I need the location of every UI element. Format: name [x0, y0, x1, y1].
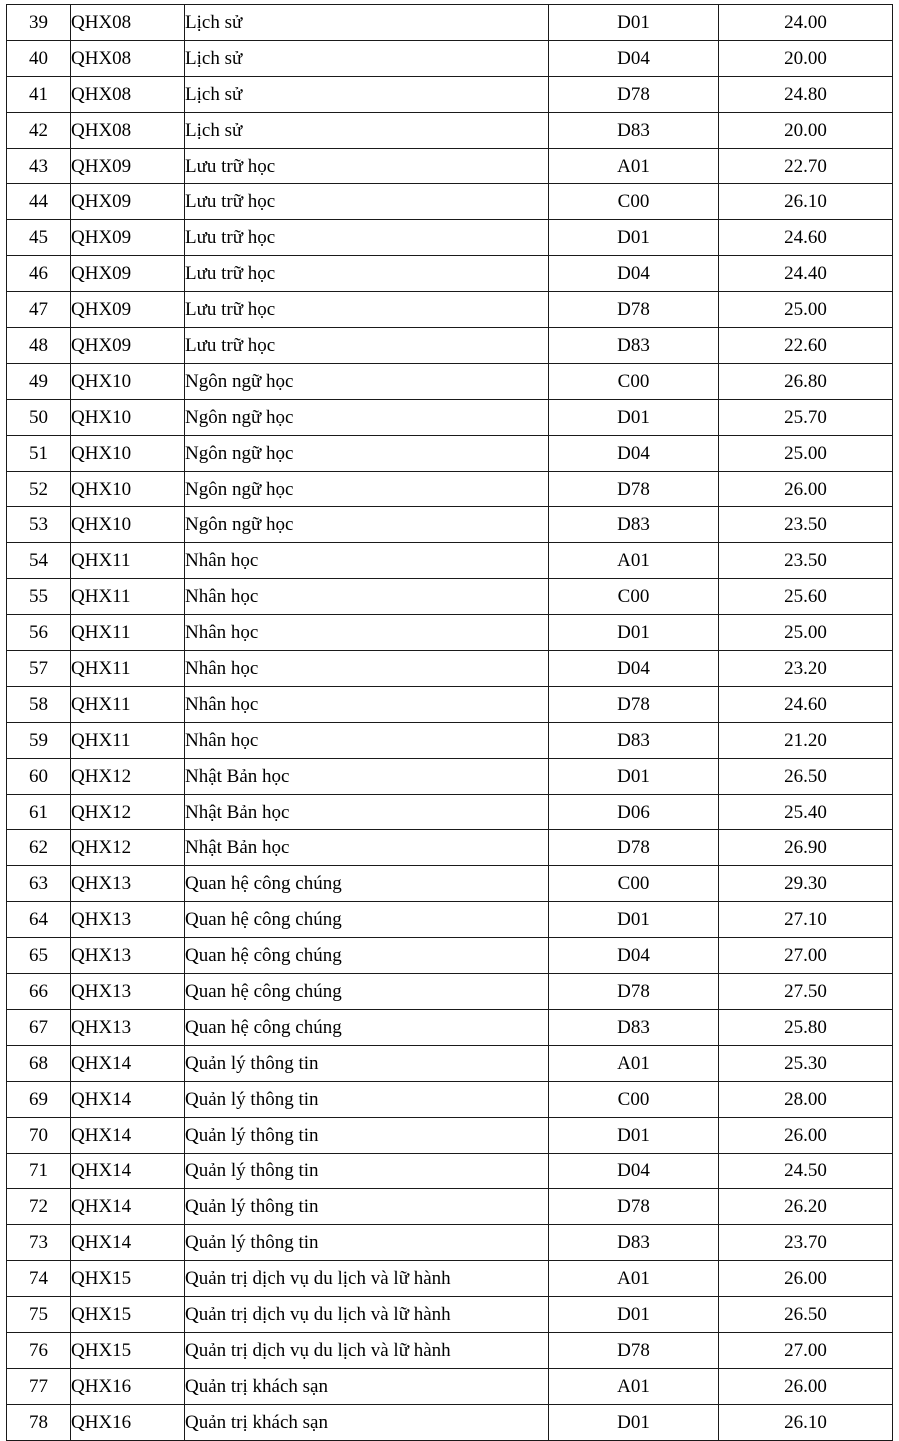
program-code-cell: QHX15 [71, 1261, 185, 1297]
subject-combo-cell: D01 [549, 220, 719, 256]
subject-combo-cell: D01 [549, 1404, 719, 1440]
subject-combo-cell: D78 [549, 1332, 719, 1368]
table-row [7, 5, 893, 41]
program-name-cell: Lưu trữ học [185, 148, 549, 184]
cutoff-score-cell: 25.00 [719, 435, 893, 471]
subject-combo-cell: D01 [549, 1117, 719, 1153]
cutoff-score-cell: 24.00 [719, 5, 893, 41]
cutoff-score-cell: 24.60 [719, 220, 893, 256]
subject-combo-cell: D04 [549, 938, 719, 974]
table-row [7, 1297, 893, 1333]
table-row [7, 292, 893, 328]
cutoff-score-cell: 21.20 [719, 722, 893, 758]
row-number-cell: 56 [7, 615, 71, 651]
table-row [7, 974, 893, 1010]
program-code-cell: QHX10 [71, 471, 185, 507]
table-row [7, 1368, 893, 1404]
table-row [7, 543, 893, 579]
row-number-cell: 49 [7, 363, 71, 399]
row-number-cell: 41 [7, 76, 71, 112]
program-name-cell: Quan hệ công chúng [185, 938, 549, 974]
program-name-cell: Nhân học [185, 686, 549, 722]
row-number-cell: 72 [7, 1189, 71, 1225]
cutoff-score-cell: 26.10 [719, 184, 893, 220]
subject-combo-cell: D78 [549, 471, 719, 507]
program-code-cell: QHX11 [71, 615, 185, 651]
program-code-cell: QHX14 [71, 1117, 185, 1153]
cutoff-score-cell: 24.60 [719, 686, 893, 722]
subject-combo-cell: D04 [549, 435, 719, 471]
row-number-cell: 70 [7, 1117, 71, 1153]
subject-combo-cell: D04 [549, 651, 719, 687]
table-row [7, 758, 893, 794]
subject-combo-cell: D04 [549, 1153, 719, 1189]
program-code-cell: QHX08 [71, 40, 185, 76]
table-row [7, 112, 893, 148]
program-name-cell: Lịch sử [185, 40, 549, 76]
program-name-cell: Quản lý thông tin [185, 1117, 549, 1153]
program-code-cell: QHX11 [71, 579, 185, 615]
table-row [7, 148, 893, 184]
cutoff-score-cell: 27.00 [719, 1332, 893, 1368]
row-number-cell: 48 [7, 328, 71, 364]
table-row [7, 1189, 893, 1225]
cutoff-score-cell: 24.80 [719, 76, 893, 112]
subject-combo-cell: C00 [549, 363, 719, 399]
program-name-cell: Lịch sử [185, 5, 549, 41]
table-row [7, 1009, 893, 1045]
row-number-cell: 45 [7, 220, 71, 256]
program-name-cell: Lưu trữ học [185, 184, 549, 220]
program-name-cell: Lưu trữ học [185, 292, 549, 328]
cutoff-score-cell: 26.00 [719, 1368, 893, 1404]
program-name-cell: Nhật Bản học [185, 794, 549, 830]
cutoff-score-cell: 25.00 [719, 615, 893, 651]
admission-score-table [6, 4, 893, 1441]
program-name-cell: Nhân học [185, 722, 549, 758]
cutoff-score-cell: 29.30 [719, 866, 893, 902]
subject-combo-cell: D78 [549, 76, 719, 112]
table-row [7, 399, 893, 435]
row-number-cell: 75 [7, 1297, 71, 1333]
cutoff-score-cell: 27.00 [719, 938, 893, 974]
program-code-cell: QHX08 [71, 76, 185, 112]
row-number-cell: 51 [7, 435, 71, 471]
cutoff-score-cell: 26.00 [719, 1261, 893, 1297]
program-name-cell: Quản trị khách sạn [185, 1404, 549, 1440]
program-code-cell: QHX14 [71, 1225, 185, 1261]
table-row [7, 507, 893, 543]
table-row [7, 1081, 893, 1117]
table-row [7, 256, 893, 292]
program-name-cell: Lưu trữ học [185, 256, 549, 292]
cutoff-score-cell: 26.20 [719, 1189, 893, 1225]
row-number-cell: 44 [7, 184, 71, 220]
program-code-cell: QHX09 [71, 328, 185, 364]
table-row [7, 435, 893, 471]
cutoff-score-cell: 26.50 [719, 758, 893, 794]
program-name-cell: Quản lý thông tin [185, 1081, 549, 1117]
program-name-cell: Nhật Bản học [185, 758, 549, 794]
row-number-cell: 67 [7, 1009, 71, 1045]
program-name-cell: Quản trị khách sạn [185, 1368, 549, 1404]
row-number-cell: 64 [7, 902, 71, 938]
cutoff-score-cell: 24.40 [719, 256, 893, 292]
program-name-cell: Lịch sử [185, 112, 549, 148]
table-row [7, 1153, 893, 1189]
row-number-cell: 57 [7, 651, 71, 687]
program-name-cell: Lịch sử [185, 76, 549, 112]
subject-combo-cell: D83 [549, 722, 719, 758]
cutoff-score-cell: 23.20 [719, 651, 893, 687]
row-number-cell: 60 [7, 758, 71, 794]
table-row [7, 902, 893, 938]
cutoff-score-cell: 25.60 [719, 579, 893, 615]
program-code-cell: QHX12 [71, 830, 185, 866]
cutoff-score-cell: 23.70 [719, 1225, 893, 1261]
program-code-cell: QHX10 [71, 399, 185, 435]
row-number-cell: 42 [7, 112, 71, 148]
subject-combo-cell: A01 [549, 148, 719, 184]
row-number-cell: 47 [7, 292, 71, 328]
cutoff-score-cell: 25.70 [719, 399, 893, 435]
table-row [7, 76, 893, 112]
cutoff-score-cell: 24.50 [719, 1153, 893, 1189]
program-code-cell: QHX14 [71, 1153, 185, 1189]
cutoff-score-cell: 26.50 [719, 1297, 893, 1333]
subject-combo-cell: A01 [549, 1045, 719, 1081]
program-code-cell: QHX13 [71, 938, 185, 974]
row-number-cell: 78 [7, 1404, 71, 1440]
subject-combo-cell: D78 [549, 974, 719, 1010]
table-row [7, 579, 893, 615]
program-name-cell: Quản trị dịch vụ du lịch và lữ hành [185, 1297, 549, 1333]
program-name-cell: Quan hệ công chúng [185, 902, 549, 938]
program-code-cell: QHX09 [71, 220, 185, 256]
subject-combo-cell: A01 [549, 1368, 719, 1404]
program-name-cell: Nhân học [185, 543, 549, 579]
table-row [7, 651, 893, 687]
cutoff-score-cell: 23.50 [719, 543, 893, 579]
program-code-cell: QHX09 [71, 148, 185, 184]
cutoff-score-cell: 22.60 [719, 328, 893, 364]
subject-combo-cell: C00 [549, 1081, 719, 1117]
program-code-cell: QHX13 [71, 902, 185, 938]
subject-combo-cell: D83 [549, 507, 719, 543]
program-code-cell: QHX14 [71, 1189, 185, 1225]
subject-combo-cell: D01 [549, 758, 719, 794]
cutoff-score-cell: 20.00 [719, 40, 893, 76]
program-name-cell: Quản lý thông tin [185, 1225, 549, 1261]
program-name-cell: Quản trị dịch vụ du lịch và lữ hành [185, 1332, 549, 1368]
program-name-cell: Ngôn ngữ học [185, 507, 549, 543]
row-number-cell: 63 [7, 866, 71, 902]
subject-combo-cell: D01 [549, 1297, 719, 1333]
table-row [7, 1261, 893, 1297]
program-name-cell: Quản lý thông tin [185, 1045, 549, 1081]
row-number-cell: 69 [7, 1081, 71, 1117]
cutoff-score-cell: 25.00 [719, 292, 893, 328]
program-code-cell: QHX11 [71, 543, 185, 579]
cutoff-score-cell: 28.00 [719, 1081, 893, 1117]
cutoff-score-cell: 26.80 [719, 363, 893, 399]
program-name-cell: Nhân học [185, 579, 549, 615]
subject-combo-cell: D06 [549, 794, 719, 830]
subject-combo-cell: C00 [549, 184, 719, 220]
row-number-cell: 40 [7, 40, 71, 76]
program-code-cell: QHX10 [71, 435, 185, 471]
table-row [7, 938, 893, 974]
program-code-cell: QHX14 [71, 1045, 185, 1081]
cutoff-score-cell: 26.00 [719, 471, 893, 507]
table-row [7, 220, 893, 256]
program-code-cell: QHX12 [71, 794, 185, 830]
row-number-cell: 73 [7, 1225, 71, 1261]
program-code-cell: QHX16 [71, 1368, 185, 1404]
program-name-cell: Lưu trữ học [185, 328, 549, 364]
row-number-cell: 77 [7, 1368, 71, 1404]
subject-combo-cell: D01 [549, 399, 719, 435]
subject-combo-cell: A01 [549, 1261, 719, 1297]
row-number-cell: 59 [7, 722, 71, 758]
row-number-cell: 76 [7, 1332, 71, 1368]
table-row [7, 40, 893, 76]
program-name-cell: Ngôn ngữ học [185, 363, 549, 399]
cutoff-score-cell: 26.10 [719, 1404, 893, 1440]
program-name-cell: Quan hệ công chúng [185, 866, 549, 902]
subject-combo-cell: D78 [549, 292, 719, 328]
cutoff-score-cell: 25.80 [719, 1009, 893, 1045]
table-row [7, 363, 893, 399]
program-name-cell: Quản trị dịch vụ du lịch và lữ hành [185, 1261, 549, 1297]
program-code-cell: QHX14 [71, 1081, 185, 1117]
cutoff-score-cell: 25.30 [719, 1045, 893, 1081]
program-code-cell: QHX11 [71, 686, 185, 722]
row-number-cell: 68 [7, 1045, 71, 1081]
cutoff-score-cell: 27.50 [719, 974, 893, 1010]
program-name-cell: Ngôn ngữ học [185, 435, 549, 471]
program-code-cell: QHX09 [71, 292, 185, 328]
row-number-cell: 50 [7, 399, 71, 435]
cutoff-score-cell: 26.90 [719, 830, 893, 866]
score-table-sheet [6, 4, 893, 1441]
row-number-cell: 66 [7, 974, 71, 1010]
subject-combo-cell: D78 [549, 1189, 719, 1225]
program-code-cell: QHX08 [71, 5, 185, 41]
table-row [7, 1404, 893, 1440]
row-number-cell: 62 [7, 830, 71, 866]
subject-combo-cell: A01 [549, 543, 719, 579]
program-name-cell: Nhân học [185, 651, 549, 687]
program-code-cell: QHX12 [71, 758, 185, 794]
program-code-cell: QHX10 [71, 507, 185, 543]
subject-combo-cell: D83 [549, 1225, 719, 1261]
table-body [7, 5, 893, 1441]
subject-combo-cell: D01 [549, 615, 719, 651]
program-code-cell: QHX13 [71, 866, 185, 902]
program-name-cell: Quan hệ công chúng [185, 1009, 549, 1045]
table-row [7, 1225, 893, 1261]
table-row [7, 686, 893, 722]
row-number-cell: 58 [7, 686, 71, 722]
cutoff-score-cell: 25.40 [719, 794, 893, 830]
table-row [7, 471, 893, 507]
row-number-cell: 43 [7, 148, 71, 184]
subject-combo-cell: D83 [549, 112, 719, 148]
program-name-cell: Ngôn ngữ học [185, 399, 549, 435]
row-number-cell: 55 [7, 579, 71, 615]
table-row [7, 615, 893, 651]
program-name-cell: Lưu trữ học [185, 220, 549, 256]
subject-combo-cell: D01 [549, 5, 719, 41]
row-number-cell: 39 [7, 5, 71, 41]
table-row [7, 866, 893, 902]
subject-combo-cell: D83 [549, 1009, 719, 1045]
table-row [7, 722, 893, 758]
row-number-cell: 46 [7, 256, 71, 292]
subject-combo-cell: C00 [549, 579, 719, 615]
table-row [7, 1045, 893, 1081]
program-code-cell: QHX16 [71, 1404, 185, 1440]
cutoff-score-cell: 27.10 [719, 902, 893, 938]
program-name-cell: Ngôn ngữ học [185, 471, 549, 507]
subject-combo-cell: D04 [549, 40, 719, 76]
subject-combo-cell: D78 [549, 686, 719, 722]
table-row [7, 794, 893, 830]
subject-combo-cell: D04 [549, 256, 719, 292]
row-number-cell: 54 [7, 543, 71, 579]
program-name-cell: Quản lý thông tin [185, 1189, 549, 1225]
cutoff-score-cell: 22.70 [719, 148, 893, 184]
program-code-cell: QHX15 [71, 1297, 185, 1333]
program-code-cell: QHX15 [71, 1332, 185, 1368]
subject-combo-cell: D83 [549, 328, 719, 364]
program-name-cell: Quản lý thông tin [185, 1153, 549, 1189]
program-code-cell: QHX08 [71, 112, 185, 148]
program-code-cell: QHX13 [71, 1009, 185, 1045]
program-code-cell: QHX10 [71, 363, 185, 399]
program-code-cell: QHX09 [71, 256, 185, 292]
row-number-cell: 65 [7, 938, 71, 974]
table-row [7, 830, 893, 866]
row-number-cell: 52 [7, 471, 71, 507]
program-code-cell: QHX11 [71, 651, 185, 687]
subject-combo-cell: D78 [549, 830, 719, 866]
program-name-cell: Nhân học [185, 615, 549, 651]
row-number-cell: 74 [7, 1261, 71, 1297]
cutoff-score-cell: 20.00 [719, 112, 893, 148]
table-row [7, 1117, 893, 1153]
program-code-cell: QHX13 [71, 974, 185, 1010]
program-name-cell: Nhật Bản học [185, 830, 549, 866]
subject-combo-cell: D01 [549, 902, 719, 938]
cutoff-score-cell: 26.00 [719, 1117, 893, 1153]
table-row [7, 328, 893, 364]
program-name-cell: Quan hệ công chúng [185, 974, 549, 1010]
cutoff-score-cell: 23.50 [719, 507, 893, 543]
table-row [7, 1332, 893, 1368]
row-number-cell: 71 [7, 1153, 71, 1189]
program-code-cell: QHX11 [71, 722, 185, 758]
row-number-cell: 61 [7, 794, 71, 830]
row-number-cell: 53 [7, 507, 71, 543]
subject-combo-cell: C00 [549, 866, 719, 902]
program-code-cell: QHX09 [71, 184, 185, 220]
table-row [7, 184, 893, 220]
